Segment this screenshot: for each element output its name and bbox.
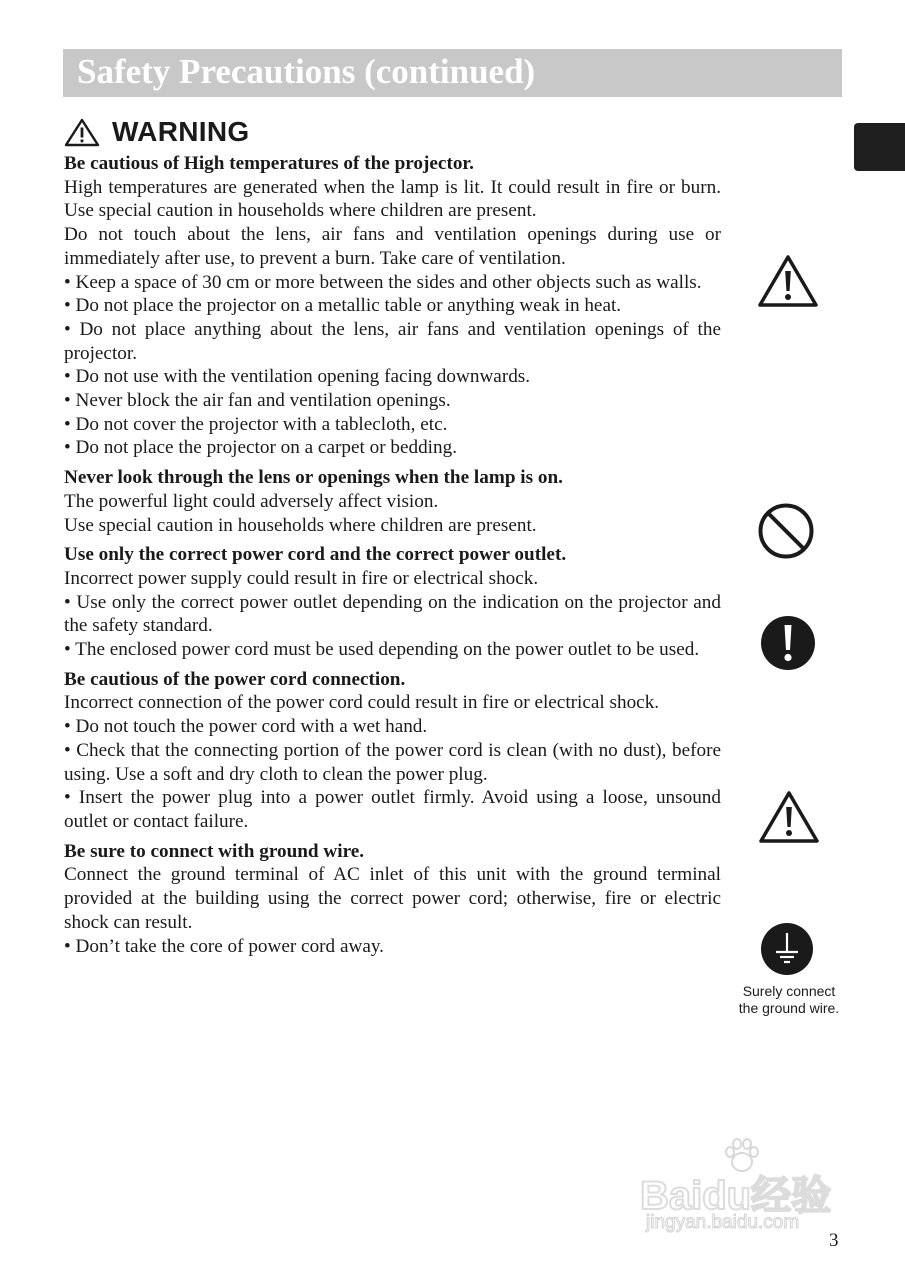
- bullet-item: • Do not touch the power cord with a wet hand.: [64, 716, 428, 738]
- bullet-item: • Do not place anything about the lens, air fans and ventilation openings of the projector.: [64, 318, 721, 364]
- prohibition-icon: [757, 502, 815, 560]
- ground-connection-icon: [760, 922, 814, 976]
- warning-triangle-icon: [64, 117, 100, 147]
- section-title: Be cautious of the power cord connection.: [64, 668, 406, 690]
- section-title: Never look through the lens or openings when the lamp is on.: [64, 467, 563, 489]
- section-correct-power-cord: [64, 543, 721, 662]
- caution-triangle-icon: [756, 253, 820, 309]
- section-title: Be sure to connect with ground wire.: [64, 840, 365, 862]
- page-title: Safety Precautions (continued): [77, 52, 536, 91]
- section-title: Use only the correct power cord and the correct power outlet.: [64, 544, 567, 566]
- caption-line: Surely connect: [742, 983, 836, 999]
- section-never-look-lens: [64, 466, 721, 537]
- warning-heading: [64, 112, 249, 152]
- warning-label: WARNING: [112, 116, 250, 147]
- paragraph: Do not touch about the lens, air fans and ventilation openings during use or immediately after use, to prevent a burn. Take care of ventilation.: [64, 224, 721, 269]
- paragraph: Incorrect connection of the power cord could result in fire or electrical shock.: [64, 692, 660, 714]
- bullet-item: • Do not place the projector on a carpet or bedding.: [64, 437, 457, 459]
- chapter-tab: [854, 123, 905, 171]
- section-header-bar: [63, 49, 842, 97]
- bullet-item: • Keep a space of 30 cm or more between the sides and other objects such as walls.: [64, 271, 702, 293]
- watermark-site: jingyan.baidu.com: [646, 1212, 800, 1233]
- ground-icon-caption: [728, 983, 850, 1017]
- bullet-item: • The enclosed power cord must be used depending on the power outlet to be used.: [64, 639, 700, 661]
- mandatory-action-icon: [760, 615, 816, 671]
- paragraph: Connect the ground terminal of AC inlet of this unit with the ground terminal provided at the building using the correct power cord; otherwise, fire or electric shock can result.: [64, 864, 721, 933]
- bullet-item: • Do not use with the ventilation opening facing downwards.: [64, 366, 531, 388]
- bullet-item: • Check that the connecting portion of the power cord is clean (with no dust), before using. Use a soft and dry cloth to clean the power plug.: [64, 739, 721, 785]
- bullet-item: • Do not place the projector on a metallic table or anything weak in heat.: [64, 295, 622, 317]
- paragraph: High temperatures are generated when the lamp is lit. It could result in fire or burn. Use special caution in households where children are present.: [64, 176, 721, 222]
- paragraph: Incorrect power supply could result in fire or electrical shock.: [64, 567, 539, 589]
- section-power-cord-connection: [64, 668, 721, 834]
- caption-line: the ground wire.: [738, 1000, 840, 1016]
- section-high-temperature: [64, 152, 721, 460]
- bullet-item: • Never block the air fan and ventilation openings.: [64, 390, 451, 412]
- paragraph: The powerful light could adversely affect vision.: [64, 490, 439, 512]
- section-ground-wire: [64, 840, 721, 959]
- bullet-item: • Do not cover the projector with a tablecloth, etc.: [64, 413, 448, 435]
- caution-triangle-icon: [757, 789, 821, 845]
- bullet-item: • Don’t take the core of power cord away.: [64, 935, 384, 957]
- bullet-item: • Use only the correct power outlet depending on the indication on the projector and the safety standard.: [64, 591, 721, 637]
- paragraph: Use special caution in households where children are present.: [64, 514, 537, 536]
- section-title: Be cautious of High temperatures of the projector.: [64, 153, 474, 174]
- watermark: [640, 1138, 860, 1248]
- bullet-item: • Insert the power plug into a power outlet firmly. Avoid using a loose, unsound outlet or contact failure.: [64, 787, 721, 832]
- watermark-brand: Baidu经验: [640, 1174, 832, 1218]
- page-number: 3: [829, 1230, 839, 1251]
- precautions-content: [64, 152, 721, 964]
